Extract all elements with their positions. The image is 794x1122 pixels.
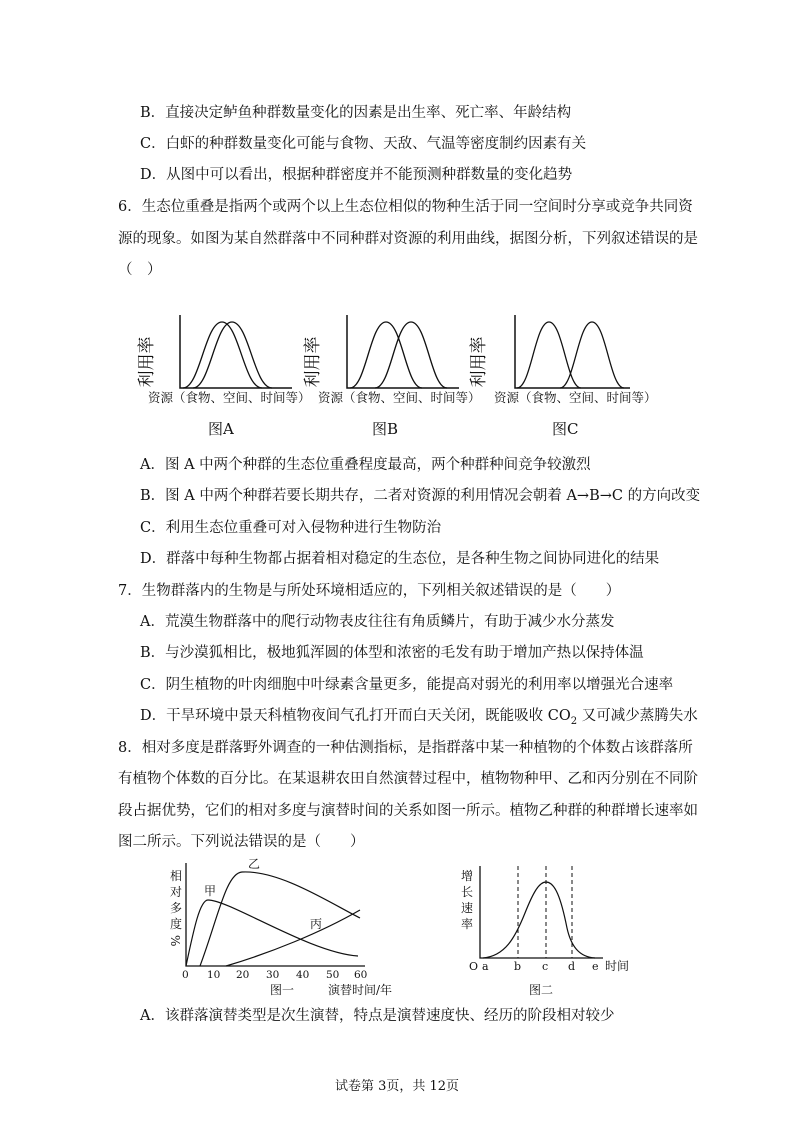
q7-option-d [140, 706, 698, 732]
panel-c-curve-2 [560, 322, 624, 388]
fig1-ticks [182, 969, 367, 981]
fig1-ylabel-2: 对 [170, 885, 183, 899]
q8-stem-line4: 图二所示。下列说法错误的是（ ） [118, 834, 365, 850]
fig2-ticks [469, 960, 599, 973]
q7-option-b: B．与沙漠狐相比，极地狐浑圆的体型和浓密的毛发有助于增加产热以保持体温 [140, 645, 644, 661]
page-footer: 试卷第 3页，共 12页 [334, 1079, 460, 1094]
q8-stem-line1: 8．相对多度是群落野外调查的一种估测指标，是指群落中某一种植物的个体数占该群落所 [118, 740, 693, 756]
fig1-caption: 图一 [270, 983, 295, 997]
panel-a-curve-1 [183, 322, 262, 388]
q7-option-c: C．阴生植物的叶肉细胞中叶绿素含量更多，能提高对弱光的利用率以增强光合速率 [140, 677, 674, 693]
fig1-tick-20: 20 [236, 969, 250, 981]
fig2-tick-a: a [482, 960, 489, 973]
panel-b-curve-1 [350, 322, 422, 388]
q8-stem-line3: 段占据优势，它们的相对多度与演替时间的关系如图一所示。植物乙种群的种群增长速率如 [118, 803, 698, 819]
fig1-series-yi: 乙 [248, 858, 261, 871]
q6-option-a: A．图 A 中两个种群的生态位重叠程度最高，两个种群种间竞争较激烈 [140, 457, 591, 473]
panel-c-caption: 图C [552, 420, 579, 438]
fig2-tick-c: c [542, 960, 549, 973]
q8-figure-1 [160, 858, 410, 998]
fig2-xlabel: 时间 [605, 959, 630, 973]
panel-b [303, 315, 481, 438]
panel-c-curve-1 [517, 322, 581, 388]
fig2-tick-e: e [592, 960, 599, 973]
q6-stem-line3: （ ） [118, 262, 162, 278]
fig1-series-bing: 丙 [310, 917, 323, 931]
q7-stem: 7．生物群落内的生物是与所处环境相适应的，下列相关叙述错误的是（ ） [118, 583, 621, 599]
panel-c [469, 315, 657, 438]
q5-option-c: C．白虾的种群数量变化可能与食物、天敌、气温等密度制约因素有关 [140, 136, 587, 152]
fig2-ylabel-3: 速 [461, 901, 474, 915]
fig1-tick-30: 30 [266, 969, 280, 981]
fig1-ylabel-4: 度 [170, 917, 183, 931]
panel-a-caption: 图A [208, 420, 234, 438]
fig1-curve-bing [226, 910, 360, 966]
q6-option-b: B．图 A 中两个种群若要长期共存，二者对资源的利用情况会朝着 A→B→C 的方向改变 [140, 488, 701, 504]
panel-a-ylabel: 利用率 [137, 336, 157, 388]
fig1-ylabel-3: 多 [170, 901, 183, 915]
panel-b-ylabel: 利用率 [303, 336, 323, 388]
fig2-ylabel-2: 长 [461, 885, 474, 899]
fig1-tick-60: 60 [354, 969, 368, 981]
fig1-xlabel: 演替时间/年 [328, 983, 393, 997]
q6-stem-line2: 源的现象。如图为某自然群落中不同种群对资源的利用曲线，据图分析，下列叙述错误的是 [118, 231, 698, 247]
q7-option-d-pre: D．干旱环境中景天科植物夜间气孔打开而白天关闭，既能吸收 CO [140, 708, 571, 724]
fig1-tick-10: 10 [207, 969, 221, 981]
fig1-tick-0: 0 [182, 969, 189, 981]
fig2-tick-d: d [568, 960, 576, 973]
fig1-tick-50: 50 [326, 969, 340, 981]
panel-a-axes [180, 315, 292, 388]
fig1-ylabel-1: 相 [170, 869, 183, 883]
q7-option-a: A．荒漠生物群落中的爬行动物表皮往往有角质鳞片，有助于减少水分蒸发 [140, 614, 615, 630]
q6-stem-line1: 6．生态位重叠是指两个或两个以上生态位相似的物种生活于同一空间时分享或竞争共同资 [118, 199, 693, 215]
q6-option-c: C．利用生态位重叠可对入侵物种进行生物防治 [140, 520, 442, 536]
q7-option-d-post: 又可减少蒸腾失水 [577, 708, 698, 724]
panel-a-xlabel: 资源（食物、空间、时间等） [148, 390, 311, 405]
fig1-axes [186, 863, 365, 966]
fig2-caption: 图二 [529, 983, 554, 997]
q6-niche-figures [0, 300, 794, 450]
q7-option-d-sub: 2 [570, 715, 578, 727]
panel-b-caption: 图B [372, 420, 399, 438]
q5-option-d: D．从图中可以看出，根据种群密度并不能预测种群数量的变化趋势 [140, 167, 573, 183]
panel-b-xlabel: 资源（食物、空间、时间等） [318, 390, 481, 405]
fig1-tick-40: 40 [296, 969, 310, 981]
panel-b-curve-2 [375, 322, 447, 388]
panel-c-ylabel: 利用率 [469, 336, 489, 388]
panel-c-xlabel: 资源（食物、空间、时间等） [494, 390, 657, 405]
fig1-ylabel-5: % [168, 935, 182, 947]
panel-a [137, 315, 311, 438]
q8-figure-2 [455, 858, 665, 998]
q6-option-d: D．群落中每种生物都占据着相对稳定的生态位，是各种生物之间协同进化的结果 [140, 551, 660, 567]
fig2-axes [480, 866, 603, 958]
fig2-growth-curve [483, 882, 595, 958]
q8-option-a: A．该群落演替类型是次生演替，特点是演替速度快、经历的阶段相对较少 [140, 1008, 615, 1024]
q5-option-b: B．直接决定鲈鱼种群数量变化的因素是出生率、死亡率、年龄结构 [140, 105, 572, 121]
fig2-ylabel-1: 增 [461, 869, 474, 883]
fig2-origin: O [469, 960, 479, 973]
q8-stem-line2: 有植物个体数的百分比。在某退耕农田自然演替过程中，植物物种甲、乙和丙分别在不同阶 [118, 771, 698, 787]
fig2-tick-b: b [514, 960, 522, 973]
fig2-ylabel-4: 率 [461, 917, 474, 931]
fig1-series-jia: 甲 [204, 884, 217, 898]
